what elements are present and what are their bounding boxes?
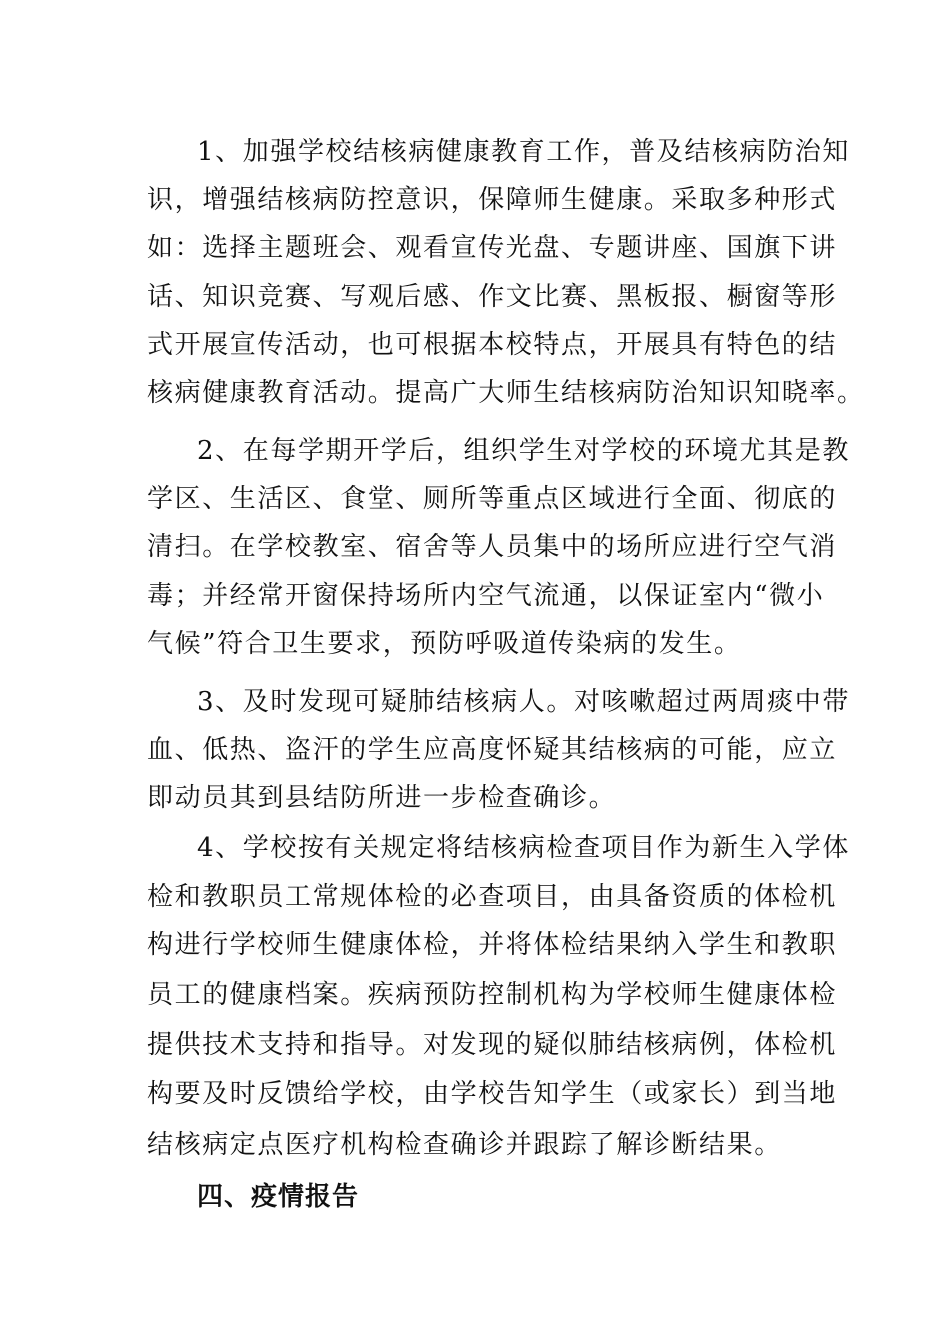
paragraph-2-line-4: 毒；并经常开窗保持场所内空气流通，以保证室内“微小 — [147, 581, 825, 611]
paragraph-3-line-2: 血、低热、盗汗的学生应高度怀疑其结核病的可能，应立 — [147, 735, 838, 765]
paragraph-1-line-6: 核病健康教育活动。提高广大师生结核病防治知识知晓率。 — [147, 378, 865, 408]
paragraph-1-line-3: 如：选择主题班会、观看宣传光盘、专题讲座、国旗下讲 — [147, 233, 838, 263]
paragraph-4-line-2: 检和教职员工常规体检的必查项目，由具备资质的体检机 — [147, 882, 838, 912]
paragraph-2-line-2: 学区、生活区、食堂、厕所等重点区域进行全面、彻底的 — [147, 484, 838, 514]
paragraph-3-line-1: 3、及时发现可疑肺结核病人。对咳嗽超过两周痰中带 — [197, 687, 850, 717]
section-heading: 四、疫情报告 — [197, 1182, 360, 1212]
paragraph-4-line-7: 结核病定点医疗机构检查确诊并跟踪了解诊断结果。 — [147, 1130, 782, 1160]
paragraph-1-line-2: 识，增强结核病防控意识，保障师生健康。采取多种形式 — [147, 185, 838, 215]
paragraph-4-line-5: 提供技术支持和指导。对发现的疑似肺结核病例，体检机 — [147, 1030, 838, 1060]
paragraph-4-line-3: 构进行学校师生健康体检，并将体检结果纳入学生和教职 — [147, 930, 838, 960]
paragraph-4-line-1: 4、学校按有关规定将结核病检查项目作为新生入学体 — [197, 833, 850, 863]
paragraph-4-line-6: 构要及时反馈给学校，由学校告知学生（或家长）到当地 — [147, 1079, 838, 1109]
paragraph-2-line-1: 2、在每学期开学后，组织学生对学校的环境尤其是教 — [197, 436, 850, 466]
paragraph-1-line-1: 1、加强学校结核病健康教育工作，普及结核病防治知 — [197, 137, 850, 167]
paragraph-1-line-4: 话、知识竞赛、写观后感、作文比赛、黑板报、橱窗等形 — [147, 282, 838, 312]
paragraph-2-line-3: 清扫。在学校教室、宿舍等人员集中的场所应进行空气消 — [147, 532, 838, 562]
paragraph-4-line-4: 员工的健康档案。疾病预防控制机构为学校师生健康体检 — [147, 980, 838, 1010]
paragraph-3-line-3: 即动员其到县结防所进一步检查确诊。 — [147, 783, 617, 813]
paragraph-2-line-5: 气候”符合卫生要求，预防呼吸道传染病的发生。 — [147, 629, 742, 659]
paragraph-1-line-5: 式开展宣传活动，也可根据本校特点，开展具有特色的结 — [147, 330, 838, 360]
